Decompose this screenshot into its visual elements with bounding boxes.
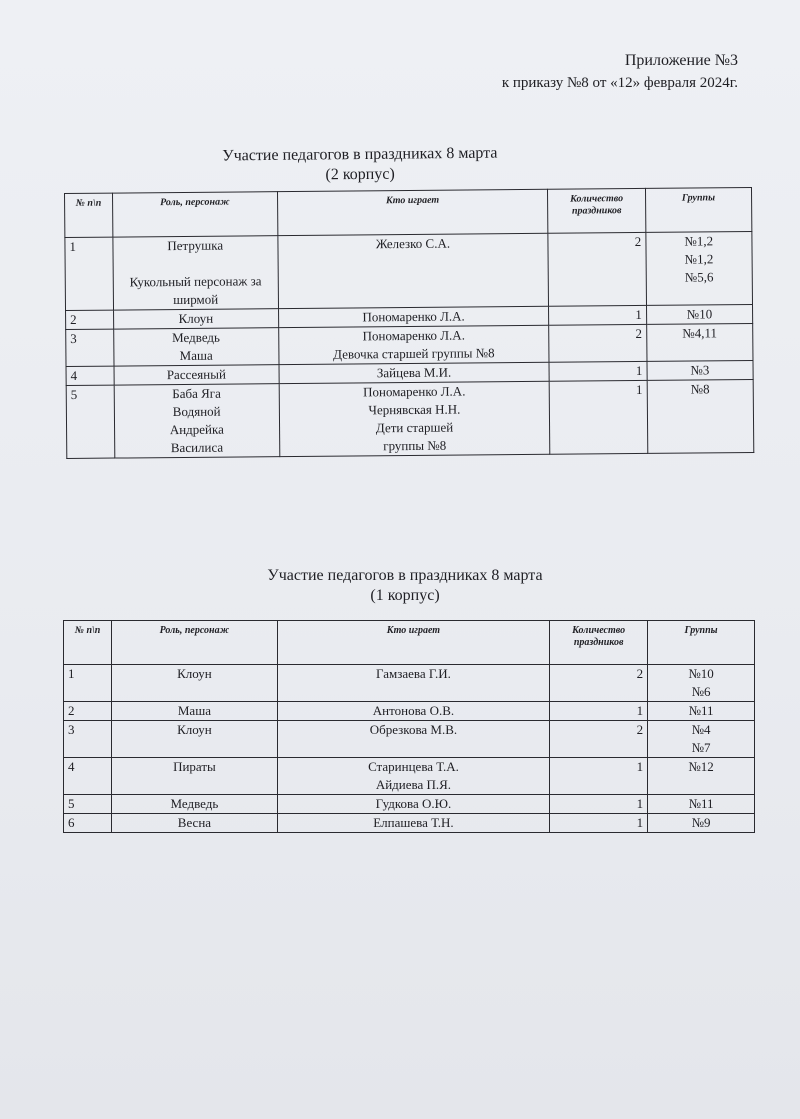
table-row — [64, 702, 755, 721]
column-header-role: Роль, персонаж — [112, 621, 277, 665]
cell-who — [278, 325, 549, 364]
cell-role-line: Клоун — [178, 310, 214, 327]
cell-groups-line: №4,11 — [682, 325, 718, 341]
cell-groups — [648, 721, 755, 758]
cell-role-line — [117, 254, 273, 273]
cell-who — [279, 362, 550, 383]
table-header-row — [64, 621, 755, 665]
cell-who-line: группы №8 — [383, 437, 447, 454]
cell-who-line: Антонова О.В. — [372, 703, 455, 718]
cell-who-line: Дети старшей — [375, 419, 454, 436]
section-title: Участие педагогов в праздниках 8 марта — [267, 567, 543, 584]
cell-num: 6 — [64, 814, 112, 833]
column-header-who: Кто играет — [277, 621, 550, 665]
cell-groups-line: №8 — [690, 381, 710, 397]
cell-who — [277, 721, 550, 758]
table-header-row — [65, 188, 752, 238]
cell-who-line: Гудкова О.Ю. — [375, 796, 452, 811]
cell-role-line: Петрушка — [167, 237, 224, 254]
cell-who-line: Пономаренко Л.А. — [362, 308, 465, 325]
cell-who-line: Елпашева Т.Н. — [373, 815, 454, 830]
cell-role-line: Весна — [177, 815, 212, 830]
cell-count: 1 — [550, 795, 648, 814]
column-header-num: № п\п — [65, 193, 113, 237]
cell-groups-line: №11 — [688, 703, 714, 718]
roles-table-building-2 — [64, 187, 754, 459]
cell-who — [278, 306, 549, 327]
cell-who — [277, 814, 550, 833]
cell-num: 4 — [66, 366, 114, 385]
cell-role — [112, 795, 277, 814]
cell-count: 2 — [548, 232, 646, 306]
cell-role — [114, 365, 279, 385]
table-row — [64, 795, 755, 814]
table-row — [64, 721, 755, 758]
cell-who — [278, 233, 549, 308]
cell-role-line: Рассеяный — [166, 366, 226, 383]
cell-role-line: Водяной — [172, 403, 221, 420]
table-row — [64, 758, 755, 795]
cell-who-line: Гамзаева Г.И. — [376, 666, 451, 681]
cell-num: 4 — [64, 758, 112, 795]
cell-groups — [647, 360, 753, 380]
appendix-header — [502, 50, 738, 94]
cell-role — [114, 328, 279, 366]
order-reference: к приказу №8 от «12» февраля 2024г. — [501, 75, 738, 91]
cell-groups-line: №5,6 — [684, 269, 714, 285]
cell-num: 3 — [66, 329, 114, 366]
cell-role — [112, 814, 277, 833]
cell-num: 1 — [64, 665, 112, 702]
cell-groups — [648, 814, 755, 833]
cell-role-line: Пираты — [173, 759, 216, 774]
cell-groups-line: №1,2 — [684, 233, 714, 249]
cell-num: 1 — [65, 237, 114, 310]
column-header-count: Количество праздников — [550, 621, 648, 665]
section-subtitle: (2 корпус) — [325, 165, 395, 184]
cell-who-line: Обрезкова М.В. — [369, 722, 458, 737]
cell-groups — [648, 758, 755, 795]
cell-who-line: Айдиева П.Я. — [375, 777, 452, 792]
cell-count: 1 — [550, 758, 648, 795]
cell-role-line: Медведь — [170, 796, 219, 811]
cell-role — [112, 665, 277, 702]
column-header-who: Кто играет — [277, 189, 548, 235]
cell-groups — [647, 379, 754, 453]
cell-who-line: Девочка старшей группы №8 — [333, 345, 495, 362]
cell-role-line: Баба Яга — [172, 385, 221, 402]
cell-groups-line: №7 — [691, 740, 711, 755]
cell-who-line: Зайцева М.И. — [376, 364, 452, 381]
cell-role-line: Клоун — [177, 722, 212, 737]
section-subtitle: (1 корпус) — [370, 587, 440, 604]
cell-num: 5 — [66, 385, 115, 458]
column-header-count: Количество праздников — [548, 188, 646, 233]
cell-groups-line: №11 — [688, 796, 714, 811]
cell-groups — [646, 231, 753, 305]
cell-role — [113, 309, 278, 329]
cell-groups — [646, 323, 753, 361]
cell-groups-line: №12 — [688, 759, 714, 774]
cell-num: 2 — [64, 702, 112, 721]
table-row — [64, 665, 755, 702]
cell-num: 3 — [64, 721, 112, 758]
section-title-building-1 — [195, 566, 615, 606]
table-row — [66, 379, 754, 458]
cell-who — [279, 381, 550, 456]
cell-who-line: Железко С.А. — [375, 235, 451, 252]
section-title-building-2 — [150, 143, 570, 187]
cell-role — [114, 384, 279, 458]
table-row — [66, 323, 753, 366]
column-header-num: № п\п — [64, 621, 112, 665]
cell-who — [277, 702, 550, 721]
cell-count: 1 — [549, 361, 647, 381]
cell-role-line: Медведь — [172, 329, 221, 346]
cell-count: 2 — [550, 665, 648, 702]
cell-role — [112, 758, 277, 795]
cell-role-line: Василиса — [170, 439, 224, 456]
cell-who-line: Старинцева Т.А. — [368, 759, 459, 774]
cell-who-line: Пономаренко Л.А. — [362, 383, 466, 400]
cell-count: 1 — [550, 814, 648, 833]
cell-groups — [648, 795, 755, 814]
cell-groups-line: №9 — [691, 815, 711, 830]
cell-count: 2 — [550, 721, 648, 758]
cell-groups-line: №3 — [690, 362, 710, 378]
cell-who-line: Чернявская Н.Н. — [368, 401, 461, 418]
table-row — [64, 814, 755, 833]
cell-groups-line: №4 — [691, 722, 711, 737]
cell-count: 2 — [549, 324, 647, 362]
cell-who — [277, 795, 550, 814]
column-header-groups: Группы — [645, 188, 752, 233]
cell-groups-line: №10 — [686, 306, 713, 322]
cell-role — [112, 721, 277, 758]
cell-role — [112, 702, 277, 721]
cell-role-line: Кукольный персонаж за ширмой — [129, 273, 262, 308]
cell-count: 1 — [549, 380, 647, 454]
cell-role-line: Маша — [177, 703, 211, 718]
cell-role-line: Клоун — [177, 666, 212, 681]
cell-role — [113, 236, 278, 310]
cell-groups — [646, 304, 752, 324]
cell-role-line: Маша — [179, 347, 213, 363]
cell-groups-line: №10 — [688, 666, 714, 681]
appendix-number: Приложение №3 — [624, 52, 738, 69]
cell-num: 5 — [64, 795, 112, 814]
table-row — [65, 231, 753, 310]
cell-groups — [648, 702, 755, 721]
cell-groups-line: №1,2 — [684, 251, 714, 267]
section-title: Участие педагогов в праздниках 8 марта — [222, 144, 498, 165]
cell-who-line: Пономаренко Л.А. — [362, 327, 465, 344]
cell-num: 2 — [66, 310, 114, 329]
column-header-role: Роль, персонаж — [112, 192, 277, 237]
cell-count: 1 — [550, 702, 648, 721]
cell-groups — [648, 665, 755, 702]
cell-role-line: Андрейка — [169, 421, 224, 438]
cell-groups-line: №6 — [691, 684, 711, 699]
cell-who — [277, 758, 550, 795]
cell-count: 1 — [549, 305, 647, 325]
column-header-groups: Группы — [648, 621, 755, 665]
cell-who — [277, 665, 550, 702]
roles-table-building-1 — [63, 620, 755, 833]
